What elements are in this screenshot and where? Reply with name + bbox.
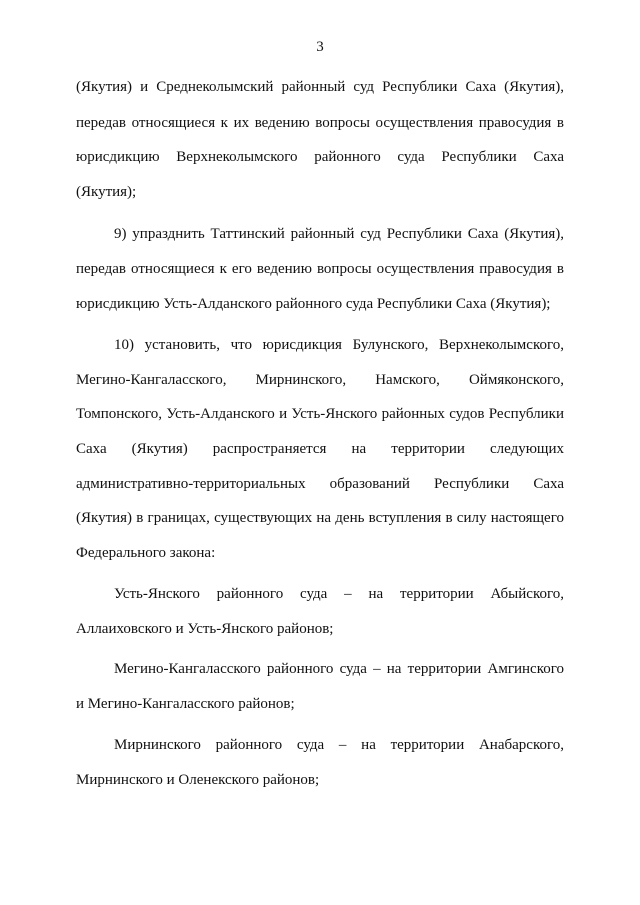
paragraph-line: Саха (Якутия) распространяется на территории следующих xyxy=(76,441,564,457)
paragraph-line: (Якутия); xyxy=(76,184,137,200)
paragraph-line: (Якутия) в границах, существующих на день вступления в силу настоящего xyxy=(76,510,564,526)
paragraph-line: (Якутия) и Среднеколымский районный суд Республики Саха (Якутия), xyxy=(76,79,564,95)
paragraph-line: 9) упразднить Таттинский районный суд Республики Саха (Якутия), xyxy=(114,226,564,242)
paragraph-line: Федерального закона: xyxy=(76,545,216,561)
paragraph-line: юрисдикцию Верхнеколымского районного суда Республики Саха xyxy=(76,149,564,165)
paragraph-line: Мирнинского районного суда – на территории Анабарского, xyxy=(114,737,564,753)
paragraph-line: передав относящиеся к его ведению вопросы осуществления правосудия в xyxy=(76,261,564,277)
paragraph-line: 10) установить, что юрисдикция Булунского, Верхнеколымского, xyxy=(114,337,564,353)
paragraph-line: Мегино-Кангаласского районного суда – на территории Амгинского xyxy=(114,661,564,677)
page-number: 3 xyxy=(316,39,324,55)
paragraph-line: юрисдикцию Усть-Алданского районного суда Республики Саха (Якутия); xyxy=(76,296,551,312)
paragraph-line: Томпонского, Усть-Алданского и Усть-Янского районных судов Республики xyxy=(76,406,564,422)
paragraph-line: Мегино-Кангаласского, Мирнинского, Намского, Оймяконского, xyxy=(76,372,564,388)
paragraph-line: административно-территориальных образований Республики Саха xyxy=(76,476,564,492)
paragraph-line: Усть-Янского районного суда – на территории Абыйского, xyxy=(114,586,564,602)
paragraph-line: передав относящиеся к их ведению вопросы осуществления правосудия в xyxy=(76,115,564,131)
paragraph-line: Мирнинского и Оленекского районов; xyxy=(76,772,320,788)
paragraph-line: Аллаиховского и Усть-Янского районов; xyxy=(76,621,334,637)
paragraph-line: и Мегино-Кангаласского районов; xyxy=(76,696,295,712)
